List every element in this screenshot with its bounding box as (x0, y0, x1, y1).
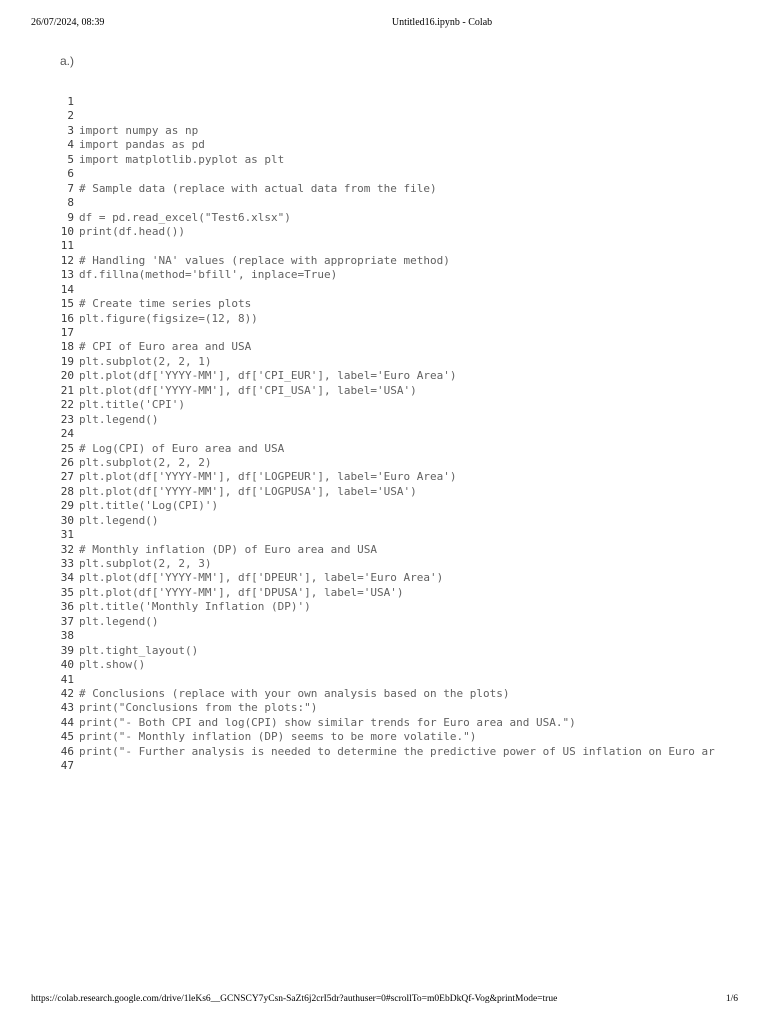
line-code: # Sample data (replace with actual data from the file) (79, 181, 437, 195)
code-line (0, 312, 768, 326)
line-code: plt.show() (79, 658, 146, 672)
line-number: 6 (67, 167, 74, 181)
code-line (0, 427, 768, 441)
code-line (0, 442, 768, 456)
line-number: 26 (60, 455, 74, 469)
line-code: print("Conclusions from the plots:") (79, 701, 318, 715)
line-number: 33 (60, 557, 74, 570)
line-code (74, 283, 737, 297)
line-number: 28 (60, 484, 74, 498)
line-number: 8 (67, 196, 74, 210)
line-number: 17 (60, 326, 74, 339)
line-number: 21 (60, 383, 74, 397)
print-datetime: 26/07/2024, 08:39 (31, 17, 105, 28)
line-number: 12 (60, 253, 74, 267)
line-number: 10 (60, 224, 74, 238)
line-code: plt.title('Log(CPI)') (79, 499, 219, 513)
code-line (0, 239, 768, 253)
line-number: 46 (60, 744, 74, 758)
line-number: 15 (60, 297, 74, 311)
line-number: 11 (60, 239, 74, 253)
code-line (0, 167, 768, 181)
code-line (0, 528, 768, 542)
code-line (0, 297, 768, 311)
line-number: 35 (60, 585, 74, 599)
line-code: plt.plot(df['YYYY-MM'], df['LOGPUSA'], label='USA') (79, 484, 417, 498)
code-line (0, 759, 768, 773)
line-number: 34 (60, 571, 74, 585)
line-number: 23 (60, 412, 74, 426)
line-code: plt.plot(df['YYYY-MM'], df['DPUSA'], label='USA') (79, 585, 404, 599)
code-line (0, 254, 768, 268)
line-code: # CPI of Euro area and USA (79, 340, 252, 354)
line-code: # Monthly inflation (DP) of Euro area and USA (79, 542, 378, 556)
code-line (0, 283, 768, 297)
print-footer (0, 994, 768, 1008)
line-code: import numpy as np (79, 123, 199, 137)
print-header (0, 17, 768, 31)
line-code (74, 427, 737, 441)
code-line (0, 543, 768, 557)
line-code: plt.subplot(2, 2, 3) (79, 557, 212, 570)
code-line (0, 571, 768, 585)
code-line (0, 268, 768, 282)
line-number: 7 (67, 181, 74, 195)
code-line (0, 673, 768, 687)
line-number: 16 (60, 311, 74, 325)
line-code (74, 759, 737, 773)
line-number: 24 (60, 427, 74, 441)
line-number: 41 (60, 672, 74, 686)
page-number: 1/6 (725, 994, 738, 1004)
line-number: 5 (67, 152, 74, 166)
code-line (0, 485, 768, 499)
code-line (0, 153, 768, 167)
code-line (0, 745, 768, 759)
code-line (0, 499, 768, 513)
line-code: # Handling 'NA' values (replace with appropriate method) (79, 253, 450, 267)
line-code (74, 528, 737, 542)
code-line (0, 730, 768, 744)
line-code: plt.plot(df['YYYY-MM'], df['DPEUR'], label='Euro Area') (79, 571, 444, 585)
line-number: 43 (60, 701, 74, 715)
line-code (74, 196, 737, 210)
line-number: 25 (60, 441, 74, 455)
code-line (0, 600, 768, 614)
line-code (74, 109, 737, 123)
code-line (0, 456, 768, 470)
line-code: plt.tight_layout() (79, 643, 199, 657)
line-number: 36 (60, 600, 74, 614)
code-line (0, 615, 768, 629)
line-code (74, 673, 737, 687)
line-number: 40 (60, 658, 74, 672)
code-line (0, 557, 768, 571)
code-line (0, 196, 768, 210)
line-code: plt.legend() (79, 513, 159, 527)
line-number: 30 (60, 513, 74, 527)
line-number: 39 (60, 643, 74, 657)
line-code: import matplotlib.pyplot as plt (79, 152, 285, 166)
document-title: Untitled16.ipynb - Colab (391, 17, 493, 28)
code-line (0, 644, 768, 658)
line-number: 32 (60, 542, 74, 556)
line-code: print("- Further analysis is needed to determine the predictive power of US inflation on Euro ar (79, 744, 715, 758)
line-number: 19 (60, 354, 74, 368)
code-line (0, 629, 768, 643)
code-line (0, 225, 768, 239)
code-line (0, 138, 768, 152)
line-number: 20 (60, 369, 74, 383)
line-code: plt.subplot(2, 2, 1) (79, 354, 212, 368)
line-code: plt.legend() (79, 614, 159, 628)
code-line (0, 384, 768, 398)
line-code: print("- Monthly inflation (DP) seems to be more volatile.") (79, 730, 477, 744)
line-number: 22 (60, 398, 74, 412)
line-number: 27 (60, 470, 74, 484)
line-number: 4 (67, 138, 74, 152)
code-line (0, 182, 768, 196)
line-code: df.fillna(method='bfill', inplace=True) (79, 268, 338, 282)
line-number: 37 (60, 614, 74, 628)
line-code: plt.plot(df['YYYY-MM'], df['CPI_EUR'], label='Euro Area') (79, 369, 457, 383)
line-code (74, 167, 737, 181)
line-number: 29 (60, 499, 74, 513)
line-code: import pandas as pd (79, 138, 205, 152)
line-code: plt.title('CPI') (79, 398, 185, 412)
code-line (0, 716, 768, 730)
line-code (74, 629, 737, 643)
code-line (0, 514, 768, 528)
line-number: 1 (67, 95, 74, 108)
code-line (0, 701, 768, 715)
line-number: 2 (67, 109, 74, 123)
code-line (0, 369, 768, 383)
code-line (0, 211, 768, 225)
code-line (0, 586, 768, 600)
code-line (0, 109, 768, 123)
line-code: plt.plot(df['YYYY-MM'], df['CPI_USA'], label='USA') (79, 383, 417, 397)
line-number: 44 (60, 715, 74, 729)
line-code: plt.plot(df['YYYY-MM'], df['LOGPEUR'], label='Euro Area') (79, 470, 457, 484)
line-code (74, 239, 737, 253)
line-code: plt.title('Monthly Inflation (DP)') (79, 600, 311, 614)
section-label: a.) (60, 54, 75, 68)
code-line (0, 398, 768, 412)
line-code: # Conclusions (replace with your own analysis based on the plots) (79, 686, 510, 700)
code-line (0, 413, 768, 427)
line-number: 18 (60, 340, 74, 354)
line-number: 47 (60, 759, 74, 773)
code-line (0, 124, 768, 138)
line-number: 38 (60, 629, 74, 643)
line-number: 14 (60, 282, 74, 296)
line-code: # Create time series plots (79, 297, 252, 311)
line-code: plt.figure(figsize=(12, 8)) (79, 311, 258, 325)
line-number: 3 (67, 123, 74, 137)
code-line (0, 355, 768, 369)
code-line (0, 658, 768, 672)
line-number: 13 (60, 268, 74, 282)
line-number: 42 (60, 686, 74, 700)
line-code: df = pd.read_excel("Test6.xlsx") (79, 210, 291, 224)
code-cell[interactable] (0, 95, 768, 774)
page-url: https://colab.research.google.com/drive/1leKs6__GCNSCY7yCsn-SaZt6j2crI5dr?authuser=0#scrollTo=m0EbDkQf-Vog&printMode=true (31, 994, 558, 1004)
line-code: print("- Both CPI and log(CPI) show similar trends for Euro area and USA.") (79, 715, 576, 729)
code-line (0, 470, 768, 484)
line-code (74, 95, 737, 109)
line-number: 45 (60, 730, 74, 744)
code-line (0, 326, 768, 340)
code-line (0, 687, 768, 701)
line-code: plt.subplot(2, 2, 2) (79, 455, 212, 469)
code-line (0, 340, 768, 354)
line-code: plt.legend() (79, 412, 159, 426)
line-code (74, 326, 737, 340)
code-line (0, 95, 768, 109)
line-number: 9 (67, 210, 74, 224)
line-code: # Log(CPI) of Euro area and USA (79, 441, 285, 455)
line-number: 31 (60, 528, 74, 542)
line-code: print(df.head()) (79, 224, 185, 238)
